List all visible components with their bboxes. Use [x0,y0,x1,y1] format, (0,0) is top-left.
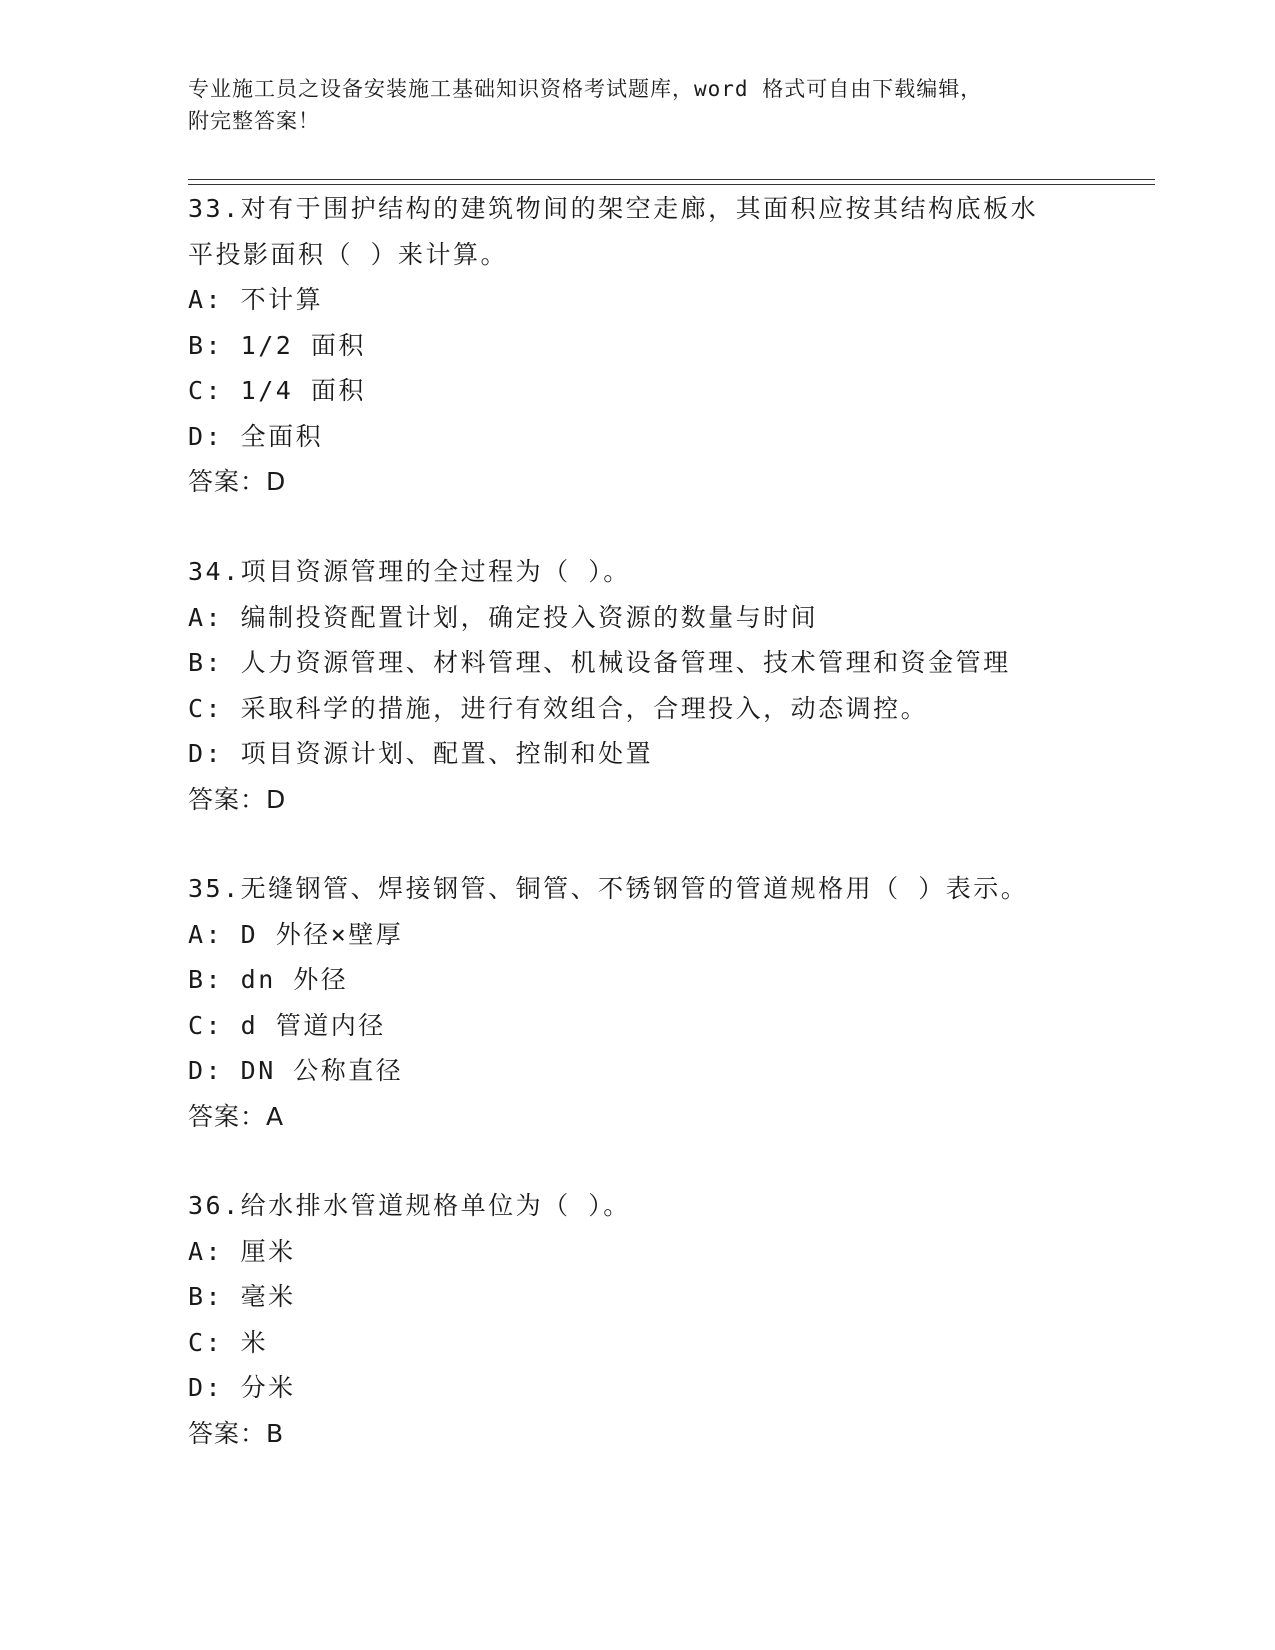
option-c: C: 米 [188,1327,269,1357]
question-36 [188,1183,1088,1456]
header-line-2: 附完整答案！ [188,109,320,133]
header-divider-top [188,179,1155,180]
question-34 [188,549,1088,822]
answer-label: 答案：A [188,1101,285,1131]
option-d: D: 全面积 [188,421,324,451]
option-b: B: 1/2 面积 [188,330,366,360]
option-d: D: 项目资源计划、配置、控制和处置 [188,739,654,768]
answer-label: 答案：B [188,1418,285,1448]
option-b: B: 毫米 [188,1282,296,1311]
option-c: C: 采取科学的措施，进行有效组合，合理投入，动态调控。 [188,693,929,723]
document-header [188,73,1088,137]
option-a: A: 编制投资配置计划，确定投入资源的数量与时间 [188,602,819,632]
option-b: B: 人力资源管理、材料管理、机械设备管理、技术管理和资金管理 [188,648,1011,677]
option-d: D: 分米 [188,1373,296,1402]
answer-label: 答案：D [188,784,287,814]
option-a: A: 厘米 [188,1236,296,1266]
question-stem-line: 平投影面积（ ）来计算。 [188,239,509,269]
answer-label: 答案：D [188,467,287,496]
question-35 [188,866,1088,1139]
question-stem-line: 34.项目资源管理的全过程为（ ）。 [188,557,631,586]
option-a: A: D 外径×壁厚 [188,919,404,949]
option-a: A: 不计算 [188,285,324,314]
header-divider-bottom [188,184,1155,185]
option-d: D: DN 公称直径 [188,1056,404,1085]
option-c: C: d 管道内径 [188,1010,386,1040]
option-b: B: dn 外径 [188,965,349,994]
question-33 [188,186,1088,505]
header-line-1: 专业施工员之设备安装施工基础知识资格考试题库，word 格式可自由下载编辑， [188,77,983,101]
question-stem-line: 33.对有于围护结构的建筑物间的架空走廊，其面积应按其结构底板水 [188,194,1039,223]
option-c: C: 1/4 面积 [188,376,366,405]
question-stem-line: 35.无缝钢管、焊接钢管、铜管、不锈钢管的管道规格用（ ）表示。 [188,874,1029,903]
question-stem-line: 36.给水排水管道规格单位为（ ）。 [188,1191,631,1220]
